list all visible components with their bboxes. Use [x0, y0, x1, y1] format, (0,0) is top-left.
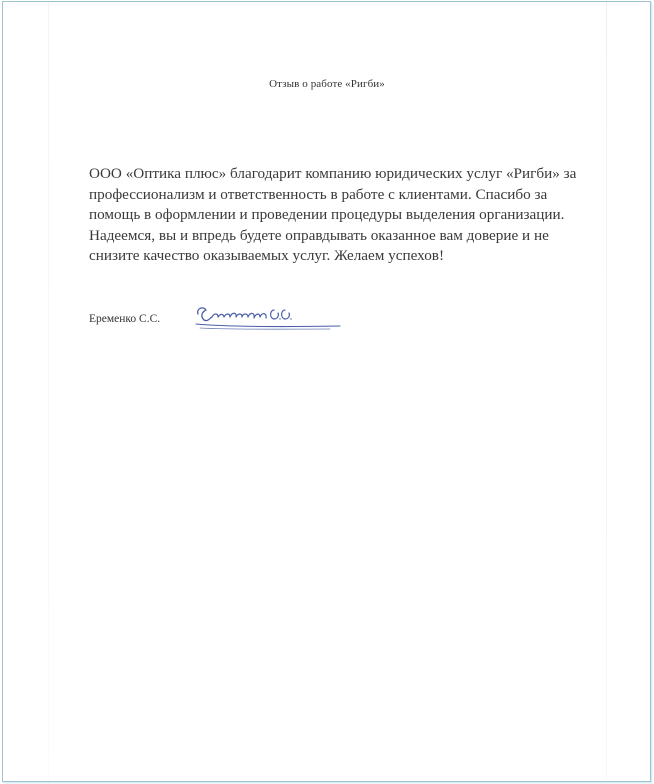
scan-edge-right — [606, 2, 607, 780]
document-body: ООО «Оптика плюс» благодарит компанию юридических услуг «Ригби» за профессионализм и ответственность в работе с клиентами. Спасибо за помощь в оформлении и проведении процедуры выделения организации. Надеемся, вы и впредь будете оправдывать оказанное вам доверие и не снизите качество оказываемых услуг. Желаем успехов! — [89, 165, 577, 264]
scan-edge-left — [48, 2, 49, 780]
signer-name: Еременко С.С. — [89, 313, 161, 325]
document-title: Отзыв о работе «Ригби» — [269, 78, 385, 90]
scanned-page — [2, 1, 651, 782]
handwritten-signature — [190, 300, 350, 334]
